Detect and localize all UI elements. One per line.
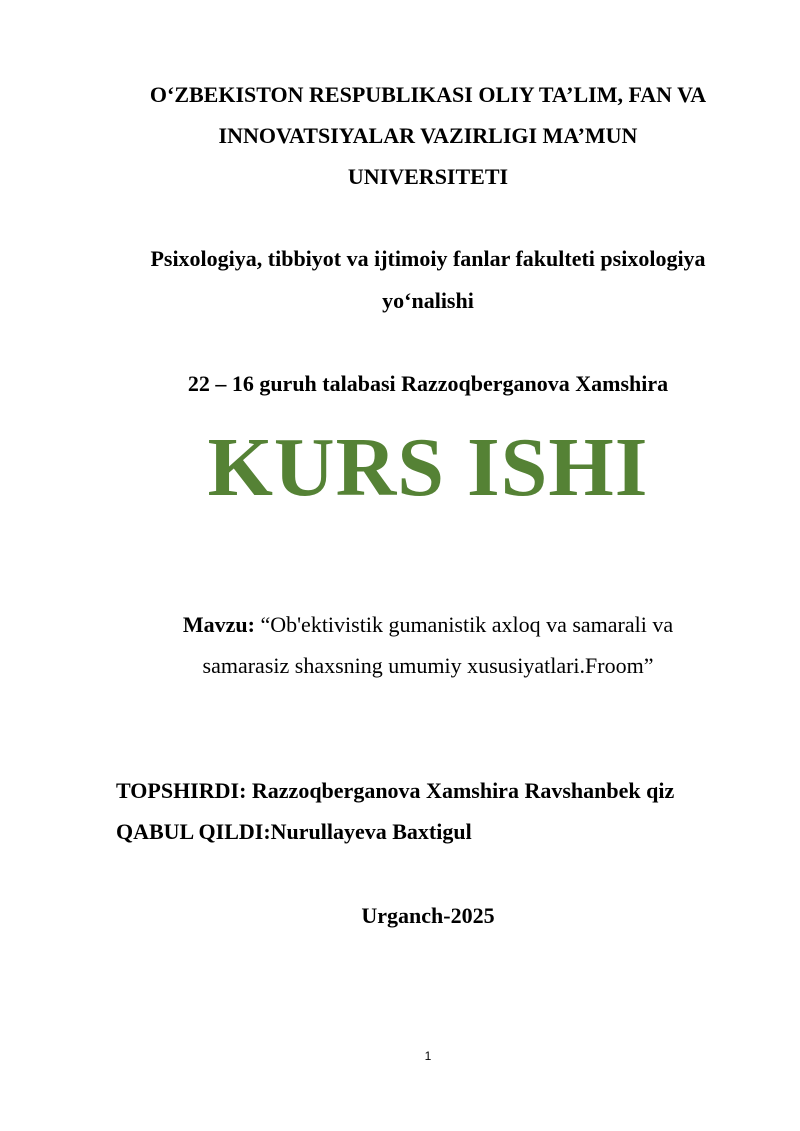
topic-text-1: “Ob'ektivistik gumanistik axloq va samarali va: [254, 612, 674, 637]
page-number: 1: [424, 1049, 432, 1063]
faculty-line-1: Psixologiya, tibbiyot va ijtimoiy fanlar fakulteti psixologiya: [150, 246, 706, 271]
topic-label: Mavzu:: [182, 612, 255, 637]
topic-line-1: [100, 604, 756, 645]
accepted-by: QABUL QILDI:Nurullayeva Baxtigul: [116, 819, 472, 844]
faculty-line-2: yo‘nalishi: [382, 288, 474, 313]
submitted-by: TOPSHIRDI: Razzoqberganova Xamshira Ravshanbek qiz: [116, 778, 675, 803]
ministry-heading-line-2: INNOVATSIYALAR VAZIRLIGI MA’MUN: [218, 123, 638, 148]
ministry-heading-line-1: O‘ZBEKISTON RESPUBLIKASI OLIY TA’LIM, FAN VA: [149, 82, 707, 107]
city-year: Urganch-2025: [361, 903, 495, 928]
ministry-heading-line-3: UNIVERSITETI: [347, 164, 509, 189]
student-line: 22 – 16 guruh talabasi Razzoqberganova Xamshira: [187, 371, 669, 396]
topic-line-2: samarasiz shaxsning umumiy xususiyatlari.Froom”: [202, 653, 654, 678]
document-title: KURS ISHI: [207, 421, 649, 514]
